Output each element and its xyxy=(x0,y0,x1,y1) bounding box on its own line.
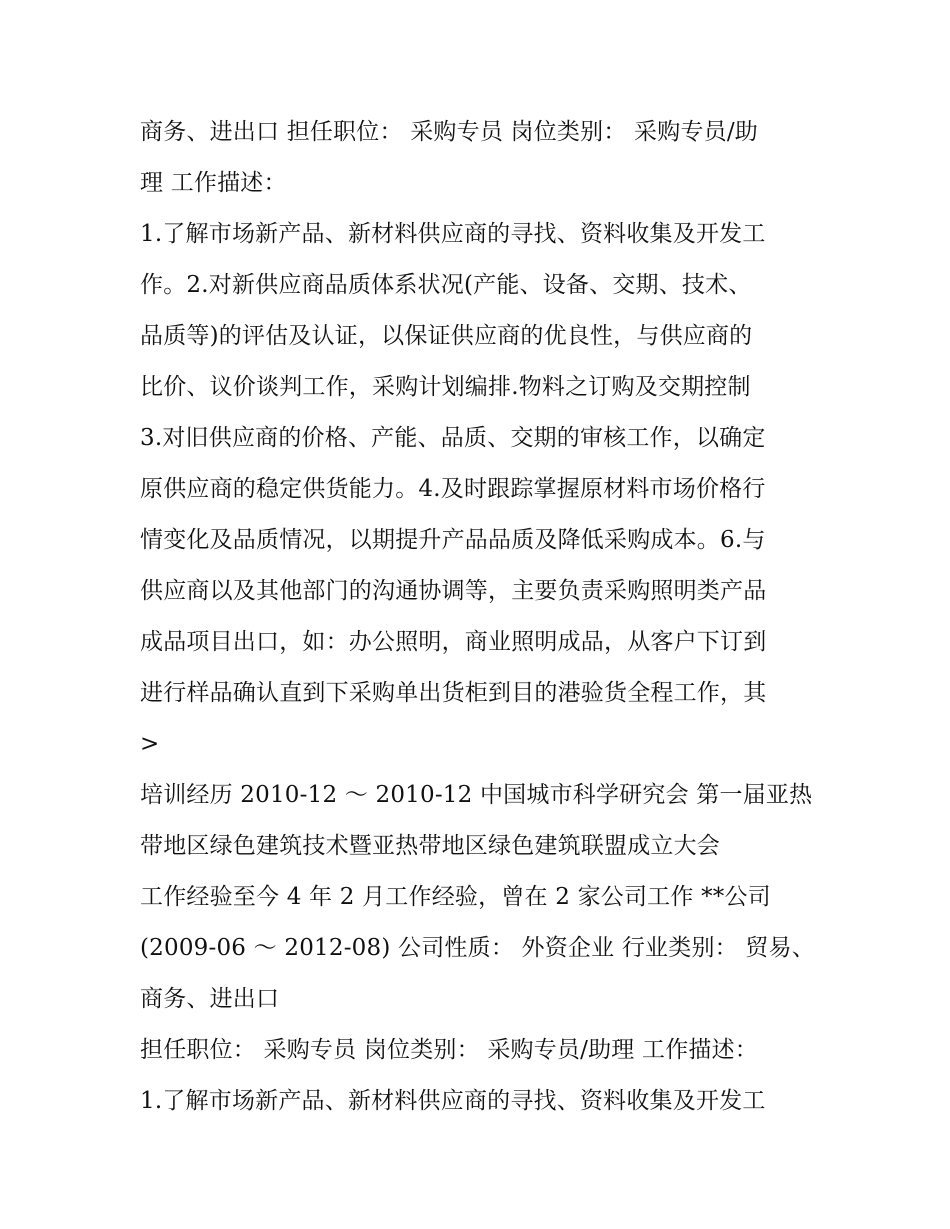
text-line: 1.了解市场新产品、新材料供应商的寻找、资料收集及开发工 xyxy=(140,1088,766,1114)
text-line: > xyxy=(140,731,160,757)
text-line: 3.对旧供应商的价格、产能、品质、交期的审核工作，以确定 xyxy=(140,425,766,451)
text-line: 工作经验至今 4 年 2 月工作经验，曾在 2 家公司工作 **公司 xyxy=(140,884,771,910)
text-line: 比价、议价谈判工作，采购计划编排.物料之订购及交期控制 xyxy=(140,374,751,400)
document-body xyxy=(140,107,820,1127)
text-line: 1.了解市场新产品、新材料供应商的寻找、资料收集及开发工 xyxy=(140,221,766,247)
text-line: 理 工作描述： xyxy=(140,170,287,196)
text-line: 成品项目出口，如：办公照明，商业照明成品，从客户下订到 xyxy=(140,629,767,655)
text-line: 品质等)的评估及认证，以保证供应商的优良性，与供应商的 xyxy=(140,323,753,349)
text-line: 带地区绿色建筑技术暨亚热带地区绿色建筑联盟成立大会 xyxy=(140,833,720,859)
text-line: 情变化及品质情况，以期提升产品品质及降低采购成本。6.与 xyxy=(140,527,766,553)
text-line: 培训经历 2010-12 ～ 2010-12 中国城市科学研究会 第一届亚热 xyxy=(140,782,813,808)
text-line: 商务、进出口 xyxy=(140,986,280,1012)
text-line: 作。2.对新供应商品质体系状况(产能、设备、交期、技术、 xyxy=(140,272,752,298)
text-line: 商务、进出口 担任职位： 采购专员 岗位类别： 采购专员/助 xyxy=(140,119,758,145)
text-line: 担任职位： 采购专员 岗位类别： 采购专员/助理 工作描述： xyxy=(140,1037,758,1063)
text-line: 供应商以及其他部门的沟通协调等，主要负责采购照明类产品 xyxy=(140,578,767,604)
text-line: 原供应商的稳定供货能力。4.及时跟踪掌握原材料市场价格行 xyxy=(140,476,766,502)
text-line: (2009-06 ～ 2012-08) 公司性质： 外资企业 行业类别： 贸易、 xyxy=(140,935,815,961)
text-line: 进行样品确认直到下采购单出货柜到目的港验货全程工作，其 xyxy=(140,680,767,706)
